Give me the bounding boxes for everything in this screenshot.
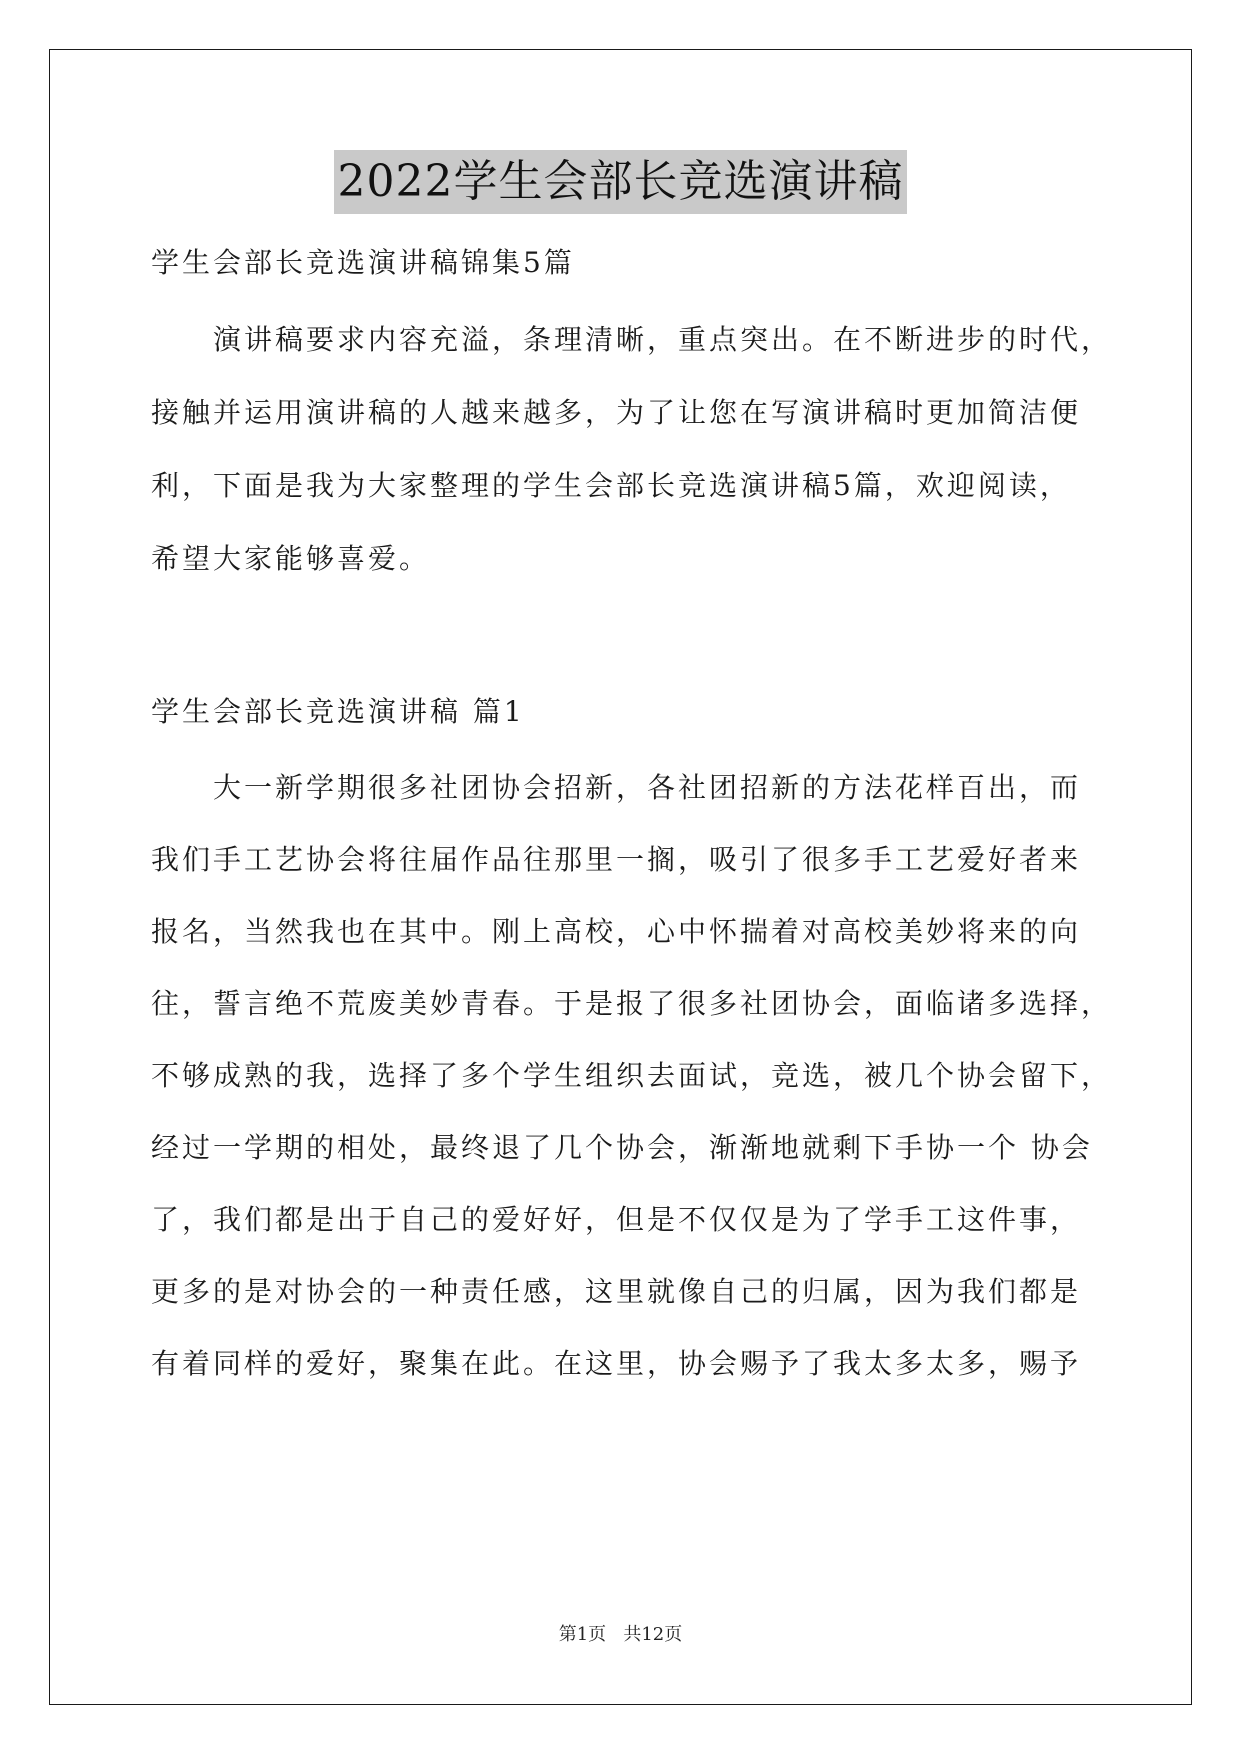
page-footer: 第1页 共12页 xyxy=(558,1624,683,1645)
paragraph-line: 演讲稿要求内容充溢，条理清晰，重点突出。在不断进步的时代， xyxy=(151,323,1113,356)
paragraph-line: 利，下面是我为大家整理的学生会部长竞选演讲稿5篇，欢迎阅读， xyxy=(151,469,1071,502)
paragraph-line: 更多的是对协会的一种责任感，这里就像自己的归属，因为我们都是 xyxy=(151,1275,1082,1308)
title-container xyxy=(0,150,1241,214)
paragraph-line: 了，我们都是出于自己的爱好好，但是不仅仅是为了学手工这件事， xyxy=(151,1203,1082,1236)
paragraph-line: 经过一学期的相处，最终退了几个协会，渐渐地就剩下手协一个 协会 xyxy=(151,1131,1093,1164)
document-title: 2022学生会部长竞选演讲稿 xyxy=(334,150,908,214)
paragraph-line: 我们手工艺协会将往届作品往那里一搁，吸引了很多手工艺爱好者来 xyxy=(151,843,1082,876)
paragraph-line: 接触并运用演讲稿的人越来越多，为了让您在写演讲稿时更加简洁便 xyxy=(151,396,1082,429)
paragraph-line: 大一新学期很多社团协会招新，各社团招新的方法花样百出，而 xyxy=(151,771,1082,804)
subtitle-line: 学生会部长竞选演讲稿锦集5篇 xyxy=(151,246,575,279)
paragraph-line: 报名，当然我也在其中。刚上高校，心中怀揣着对高校美妙将来的向 xyxy=(151,915,1082,948)
paragraph-line: 希望大家能够喜爱。 xyxy=(151,542,431,575)
paragraph-line: 有着同样的爱好，聚集在此。在这里，协会赐予了我太多太多，赐予 xyxy=(151,1347,1082,1380)
section-heading: 学生会部长竞选演讲稿 篇1 xyxy=(151,695,525,728)
paragraph-line: 往，誓言绝不荒废美妙青春。于是报了很多社团协会，面临诸多选择， xyxy=(151,987,1113,1020)
paragraph-line: 不够成熟的我，选择了多个学生组织去面试，竞选，被几个协会留下， xyxy=(151,1059,1113,1092)
